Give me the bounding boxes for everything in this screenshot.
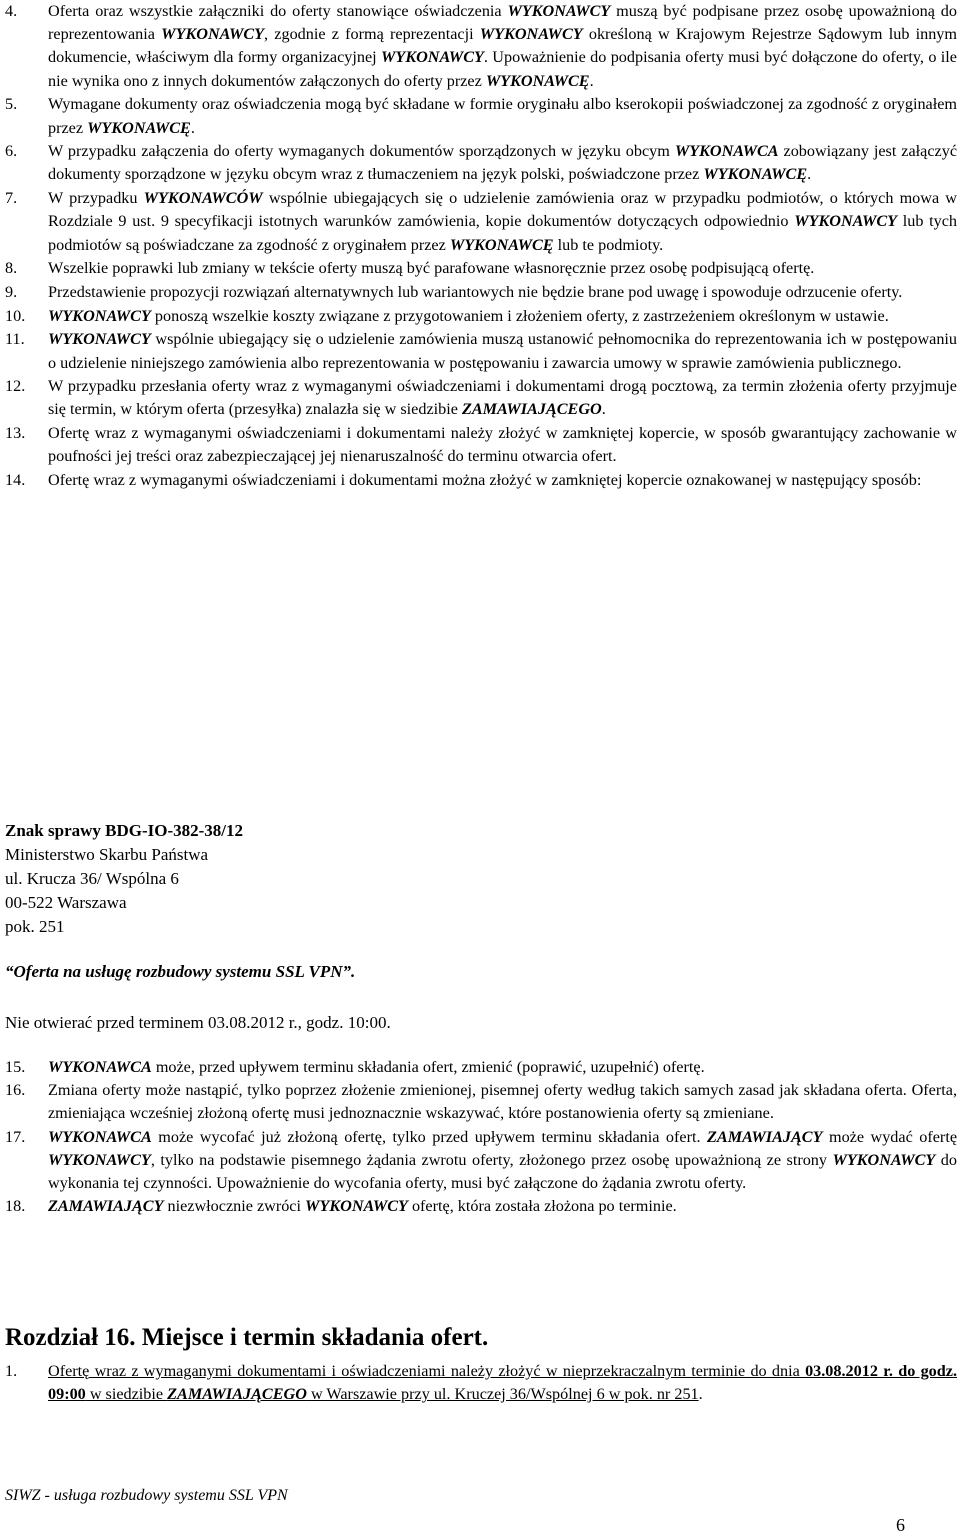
emphasized-term: WYKONAWCĘ bbox=[703, 165, 808, 184]
text-run: może wydać ofertę bbox=[822, 1127, 958, 1146]
item-number: 13. bbox=[5, 424, 26, 443]
item-number: 15. bbox=[5, 1058, 26, 1076]
item-text bbox=[48, 305, 957, 328]
item-number: 12. bbox=[5, 377, 26, 396]
address-line: pok. 251 bbox=[5, 917, 65, 936]
emphasized-term: ZAMAWIAJĄCEGO bbox=[167, 1385, 307, 1404]
text-run: , tylko na podstawie pisemnego żądania zwrotu oferty, złożonego przez osobę upoważnioną ze strony bbox=[150, 1150, 833, 1169]
text-run: Ofertę wraz z wymaganymi oświadczeniami i dokumentami można złożyć w zamkniętej kopercie oznakowanej w następujący sposób: bbox=[48, 471, 922, 490]
list-item bbox=[5, 187, 957, 257]
text-run: określoną w Krajowym Rejestrze Sądowym lub innym dokumencie, właściwym dla formy organizacyjnej bbox=[48, 25, 957, 67]
emphasized-term: WYKONAWCY bbox=[794, 212, 898, 231]
text-run: W przypadku bbox=[48, 189, 144, 208]
list-item bbox=[5, 469, 957, 492]
item-text bbox=[48, 375, 957, 421]
text-run: W przypadku załączenia do oferty wymaganych dokumentów sporządzonych w języku obcym bbox=[48, 142, 675, 161]
list-item bbox=[5, 281, 957, 304]
item-text bbox=[48, 1126, 957, 1196]
text-run: 03.08.2012 bbox=[805, 1362, 878, 1380]
list-item bbox=[5, 1056, 957, 1079]
text-run: w Warszawie przy ul. Kruczej 36/Wspólnej 6 w pok. nr 251 bbox=[306, 1385, 699, 1404]
text-run: W przypadku przesłania oferty wraz z wymaganymi oświadczeniami i dokumentami drogą pocztową, za termin złożenia oferty przyjmuje się termin, w którym oferta (przesyłka) znalazła się w siedzibie bbox=[48, 377, 957, 419]
text-run: r. do godz. bbox=[883, 1362, 958, 1380]
list-item bbox=[5, 1079, 957, 1125]
list-item bbox=[5, 93, 957, 139]
numbered-list-top bbox=[5, 0, 957, 493]
item-number: 6. bbox=[5, 142, 18, 161]
item-number: 8. bbox=[5, 259, 18, 278]
item-text bbox=[48, 257, 957, 280]
case-number: Znak sprawy BDG-IO-382-38/12 bbox=[5, 821, 244, 840]
text-run: niezwłocznie zwróci bbox=[163, 1197, 306, 1216]
emphasized-term: ZAMAWIAJĄCY bbox=[48, 1197, 164, 1216]
list-item bbox=[5, 1126, 957, 1196]
text-run: Wszelkie poprawki lub zmiany w tekście oferty muszą być parafowane własnoręcznie przez osobę podpisującą ofertę. bbox=[48, 259, 815, 278]
emphasized-term: WYKONAWCĘ bbox=[485, 71, 590, 90]
item-number: 11. bbox=[5, 330, 25, 349]
item-text bbox=[48, 0, 957, 93]
emphasized-term: WYKONAWCY bbox=[305, 1197, 408, 1216]
item-text bbox=[48, 328, 957, 374]
emphasized-term: WYKONAWCY bbox=[479, 25, 583, 44]
text-run: Przedstawienie propozycji rozwiązań alternatywnych lub wariantowych nie będzie brane pod uwagę i spowoduje odrzucenie oferty. bbox=[48, 282, 903, 301]
item-text bbox=[48, 281, 957, 304]
text-run: . bbox=[698, 1385, 703, 1404]
item-number: 17. bbox=[5, 1127, 26, 1146]
text-run: , zgodnie z formą reprezentacji bbox=[264, 25, 480, 44]
item-number: 4. bbox=[5, 2, 18, 20]
page-number: 6 bbox=[896, 1515, 905, 1535]
emphasized-term: WYKONAWCY bbox=[161, 25, 265, 44]
list-item bbox=[5, 140, 957, 186]
text-run: ofertę, która została złożona po terminie. bbox=[407, 1197, 677, 1216]
list-item bbox=[5, 422, 957, 468]
emphasized-term: WYKONAWCA bbox=[48, 1127, 152, 1146]
address-line: Ministerstwo Skarbu Państwa bbox=[5, 845, 209, 864]
chapter-list bbox=[5, 1360, 957, 1406]
item-number: 5. bbox=[5, 95, 18, 114]
text-run: Wymagane dokumenty oraz oświadczenia mogą być składane w formie oryginału albo kserokopii poświadczonej za zgodność z oryginałem przez bbox=[48, 95, 957, 137]
list-item bbox=[5, 305, 957, 328]
text-run: lub te podmioty. bbox=[553, 235, 664, 254]
emphasized-term: ZAMAWIAJĄCEGO bbox=[461, 400, 602, 419]
text-run: zobowiązany jest załączyć dokumenty sporządzone w języku obcym wraz z tłumaczeniem na język polski, poświadczone przez bbox=[48, 142, 958, 184]
item-number: 7. bbox=[5, 189, 18, 208]
emphasized-term: WYKONAWCY bbox=[507, 2, 611, 20]
emphasized-term: WYKONAWCĘ bbox=[87, 118, 191, 137]
numbered-list-bottom bbox=[5, 1056, 957, 1218]
text-run: Ofertę wraz z wymaganymi dokumentami i oświadczeniami należy złożyć w nieprzekraczalnym terminie do dnia bbox=[48, 1362, 806, 1380]
text-run: Ofertę wraz z wymaganymi oświadczeniami i dokumentami należy złożyć w zamkniętej kopercie, w sposób gwarantujący zachowanie w poufności jej treści oraz zabezpieczającej jej nienaruszalność do terminu otwarcia ofert. bbox=[48, 424, 957, 466]
text-run: . Upoważnienie do podpisania oferty musi być dołączone do oferty, o ile nie wynika ono z innych dokumentów załączonych do oferty przez bbox=[48, 48, 957, 90]
text-run: Zmiana oferty może nastąpić, tylko poprzez złożenie zmienionej, pisemnej oferty według takich samych zasad jak składana oferta. Oferta, zmieniająca wcześniej złożoną ofertę musi jednoznacznie wskazywać, które postanowienia oferty są zmieniane. bbox=[48, 1081, 957, 1123]
item-number: 16. bbox=[5, 1081, 26, 1100]
item-text bbox=[48, 187, 957, 257]
item-number: 9. bbox=[5, 282, 18, 301]
emphasized-term: WYKONAWCA bbox=[48, 1058, 152, 1076]
text-run: ponoszą wszelkie koszty związane z przygotowaniem i złożeniem oferty, z zastrzeżeniem określonym w ustawie. bbox=[150, 306, 889, 325]
text-run: muszą być podpisane przez osobę upoważnioną do reprezentowania bbox=[48, 2, 957, 44]
item-text bbox=[48, 1079, 957, 1125]
text-run: . bbox=[589, 71, 594, 90]
emphasized-term: WYKONAWCY bbox=[832, 1150, 936, 1169]
emphasized-term: WYKONAWCA bbox=[674, 142, 779, 161]
text-run: . bbox=[601, 400, 606, 419]
do-not-open-notice: Nie otwierać przed terminem 03.08.2012 r., godz. 10:00. bbox=[5, 1013, 391, 1032]
text-run: . bbox=[807, 165, 812, 184]
offer-title: “Oferta na usługę rozbudowy systemu SSL VPN”. bbox=[5, 962, 356, 981]
chapter-heading: Rozdział 16. Miejsce i termin składania ofert. bbox=[5, 1324, 489, 1351]
item-number: 18. bbox=[5, 1197, 26, 1216]
item-text bbox=[48, 1056, 957, 1079]
text-run: . bbox=[190, 118, 195, 137]
text-run: może, przed upływem terminu składania ofert, zmienić (poprawić, uzupełnić) ofertę. bbox=[151, 1058, 705, 1076]
text-run: może wycofać już złożoną ofertę, tylko przed upływem terminu składania ofert. bbox=[151, 1127, 708, 1146]
list-item bbox=[5, 1360, 957, 1406]
address-line: 00-522 Warszawa bbox=[5, 893, 127, 912]
text-run: do wykonania tej czynności. Upoważnienie do wycofania oferty, musi być załączone do żądania zwrotu oferty. bbox=[48, 1150, 957, 1193]
list-item bbox=[5, 375, 957, 421]
emphasized-term: ZAMAWIAJĄCY bbox=[707, 1127, 823, 1146]
emphasized-term: WYKONAWCÓW bbox=[143, 189, 263, 208]
emphasized-term: WYKONAWCY bbox=[48, 1150, 151, 1169]
list-item bbox=[5, 1195, 957, 1218]
list-item bbox=[5, 0, 957, 93]
item-text bbox=[48, 469, 957, 492]
text-run: 09:00 bbox=[48, 1385, 86, 1404]
emphasized-term: WYKONAWCĘ bbox=[449, 235, 554, 254]
emphasized-term: WYKONAWCY bbox=[48, 306, 151, 325]
text-run: wspólnie ubiegający się o udzielenie zamówienia muszą ustanowić pełnomocnika do reprezentowania ich w postępowaniu o udzielenie niniejszego zamówienia albo reprezentowania w postępowaniu i zawarcia umowy w sprawie zamówienia publicznego. bbox=[48, 330, 957, 372]
item-text bbox=[48, 1360, 957, 1406]
list-item bbox=[5, 257, 957, 280]
item-text bbox=[48, 140, 957, 186]
item-text bbox=[48, 93, 957, 139]
emphasized-term: WYKONAWCY bbox=[48, 330, 151, 349]
item-text bbox=[48, 1195, 957, 1218]
item-number: 10. bbox=[5, 306, 26, 325]
text-run: lub tych podmiotów są poświadczane za zgodność z oryginałem przez bbox=[48, 212, 957, 254]
item-number: 1. bbox=[5, 1362, 18, 1380]
envelope-address bbox=[5, 819, 243, 939]
text-run: wspólnie ubiegających się o udzielenie zamówienia oraz w przypadku podmiotów, o których mowa w Rozdziale 9 ust. 9 specyfikacji istotnych warunków zamówienia, kopie dokumentów dotyczących odpowiednio bbox=[48, 189, 957, 231]
item-number: 14. bbox=[5, 471, 26, 490]
address-line: ul. Krucza 36/ Wspólna 6 bbox=[5, 869, 179, 888]
emphasized-term: WYKONAWCY bbox=[381, 48, 484, 67]
text-run: w siedzibie bbox=[85, 1385, 168, 1404]
list-item bbox=[5, 328, 957, 374]
item-text bbox=[48, 422, 957, 468]
page-footer: SIWZ - usługa rozbudowy systemu SSL VPN bbox=[5, 1487, 288, 1504]
text-run: Oferta oraz wszystkie załączniki do oferty stanowiące oświadczenia bbox=[48, 2, 508, 20]
